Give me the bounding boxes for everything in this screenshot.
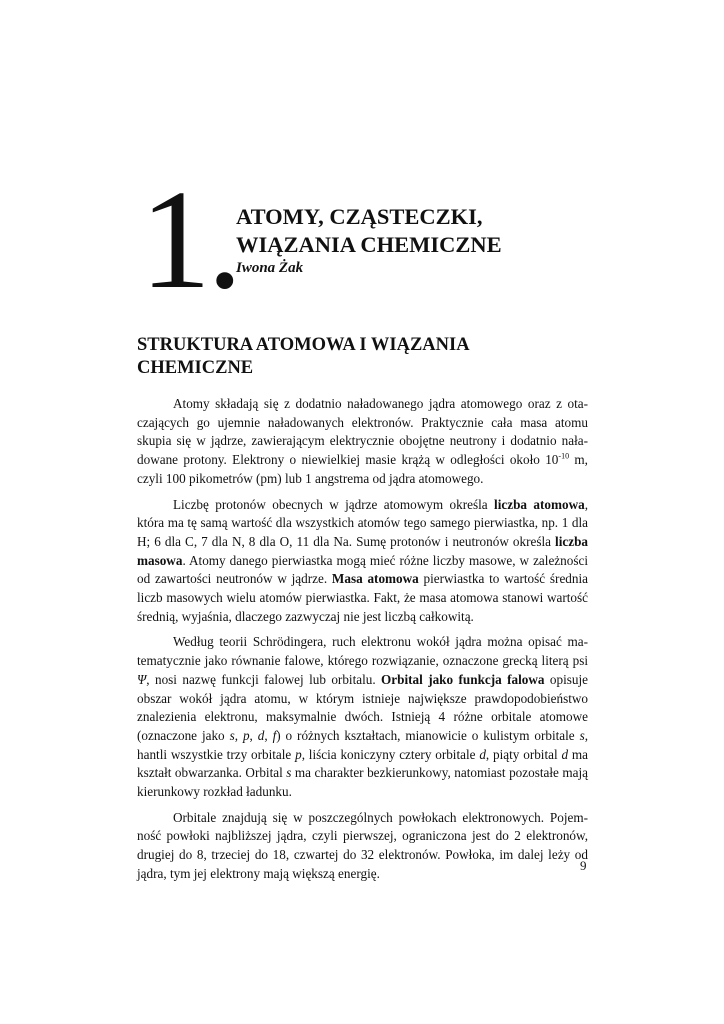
chapter-number: 1. (140, 160, 239, 318)
term-liczba-masowa: liczba masowa (137, 533, 588, 568)
section-title-line-1: STRUKTURA ATOMOWA I WIĄZANIA (137, 335, 470, 355)
exponent: -10 (558, 451, 570, 461)
paragraph-4: Orbitale znajdują się w poszczególnych powłokach elektronowych. Pojemność powłoki najbliższej jądra, czyli pierwszej, ograniczona jest do 2 elektronów, drugiej do 8, trzeciej do 18, czwartej do 32 elektronów. Powłoka, im dalej leży od jądra, tym jej elektrony mają większą energię. (137, 809, 588, 881)
chapter-title-line-2: WIĄZANIA CHEMICZNE (236, 232, 502, 257)
term-orbital: Orbital jako funkcja falowa (381, 671, 545, 687)
term-liczba-atomowa: liczba atomowa (494, 496, 585, 512)
paragraph-2: Liczbę protonów obecnych w jądrze atomowym określa liczba atomowa, która ma tę samą wartość dla wszystkich atomów tego samego pierwiastka, np. 1 dla H; 6 dla C, 7 dla N, 8 dla O, 11 dla Na. Sumę protonów i neutronów określa liczba masowa. Atomy danego pierwiastka mogą mieć różne liczby masowe, w zależności od zawartości neutronów w jądrze. Masa atomowa pierwiastka to wartość średnia liczb masowych wielu atomów pierwiastka. Fakt, że masa atomowa stanowi wartość średnią, wyjaśnia, dlaczego zazwyczaj nie jest liczbą całkowitą. (137, 496, 588, 624)
psi-symbol: Ψ (137, 671, 147, 687)
chapter-author: Iwona Żak (236, 260, 304, 276)
paragraph-1: Atomy składają się z dodatnio naładowanego jądra atomowego oraz z otaczających go ujemnie naładowanych elektronów. Praktycznie cała masa atomu skupia się w jądrze, zawierającym elektrycznie obojętne neutrony i dodatnio naładowane protony. Elektrony o niewielkiej masie krążą w odległości około $10^{-10}$ m, czyli 100 pikometrów (pm) lub 1 angstrema od jądra atomowego. (137, 396, 588, 486)
page-number: 9 (580, 858, 587, 873)
chapter-title (236, 203, 502, 259)
section-title-line-2: CHEMICZNE (137, 358, 254, 378)
body-text (137, 395, 588, 891)
paragraph-3: Według teorii Schrödingera, ruch elektronu wokół jądra można opisać matematycznie jako równanie falowe, którego rozwiązanie, oznaczone grecką literą psi Ψ, nosi nazwę funkcji falowej lub orbitalu. Orbital jako funkcja falowa opisuje obszar wokół jądra atomu, w którym istnieje największe prawdopodobieństwo znalezienia elektronu, maksymalnie dwóch. Istnieją 4 różne orbitale atomowe (oznaczone jako s, p, d, f) o różnych kształtach, mianowicie o kulistym orbitale s, hantli wszystkie trzy orbitale p, liścia koniczyny cztery orbitale d, piąty orbital d ma kształt obwarzanka. Orbital s ma charakter bezkierunkowy, natomiast pozostałe mają kierunkowy rozkład ładunku. (137, 634, 589, 800)
chapter-title-line-1: ATOMY, CZĄSTECZKI, (236, 204, 483, 229)
section-title (137, 334, 597, 380)
term-masa-atomowa: Masa atomowa (331, 571, 419, 587)
